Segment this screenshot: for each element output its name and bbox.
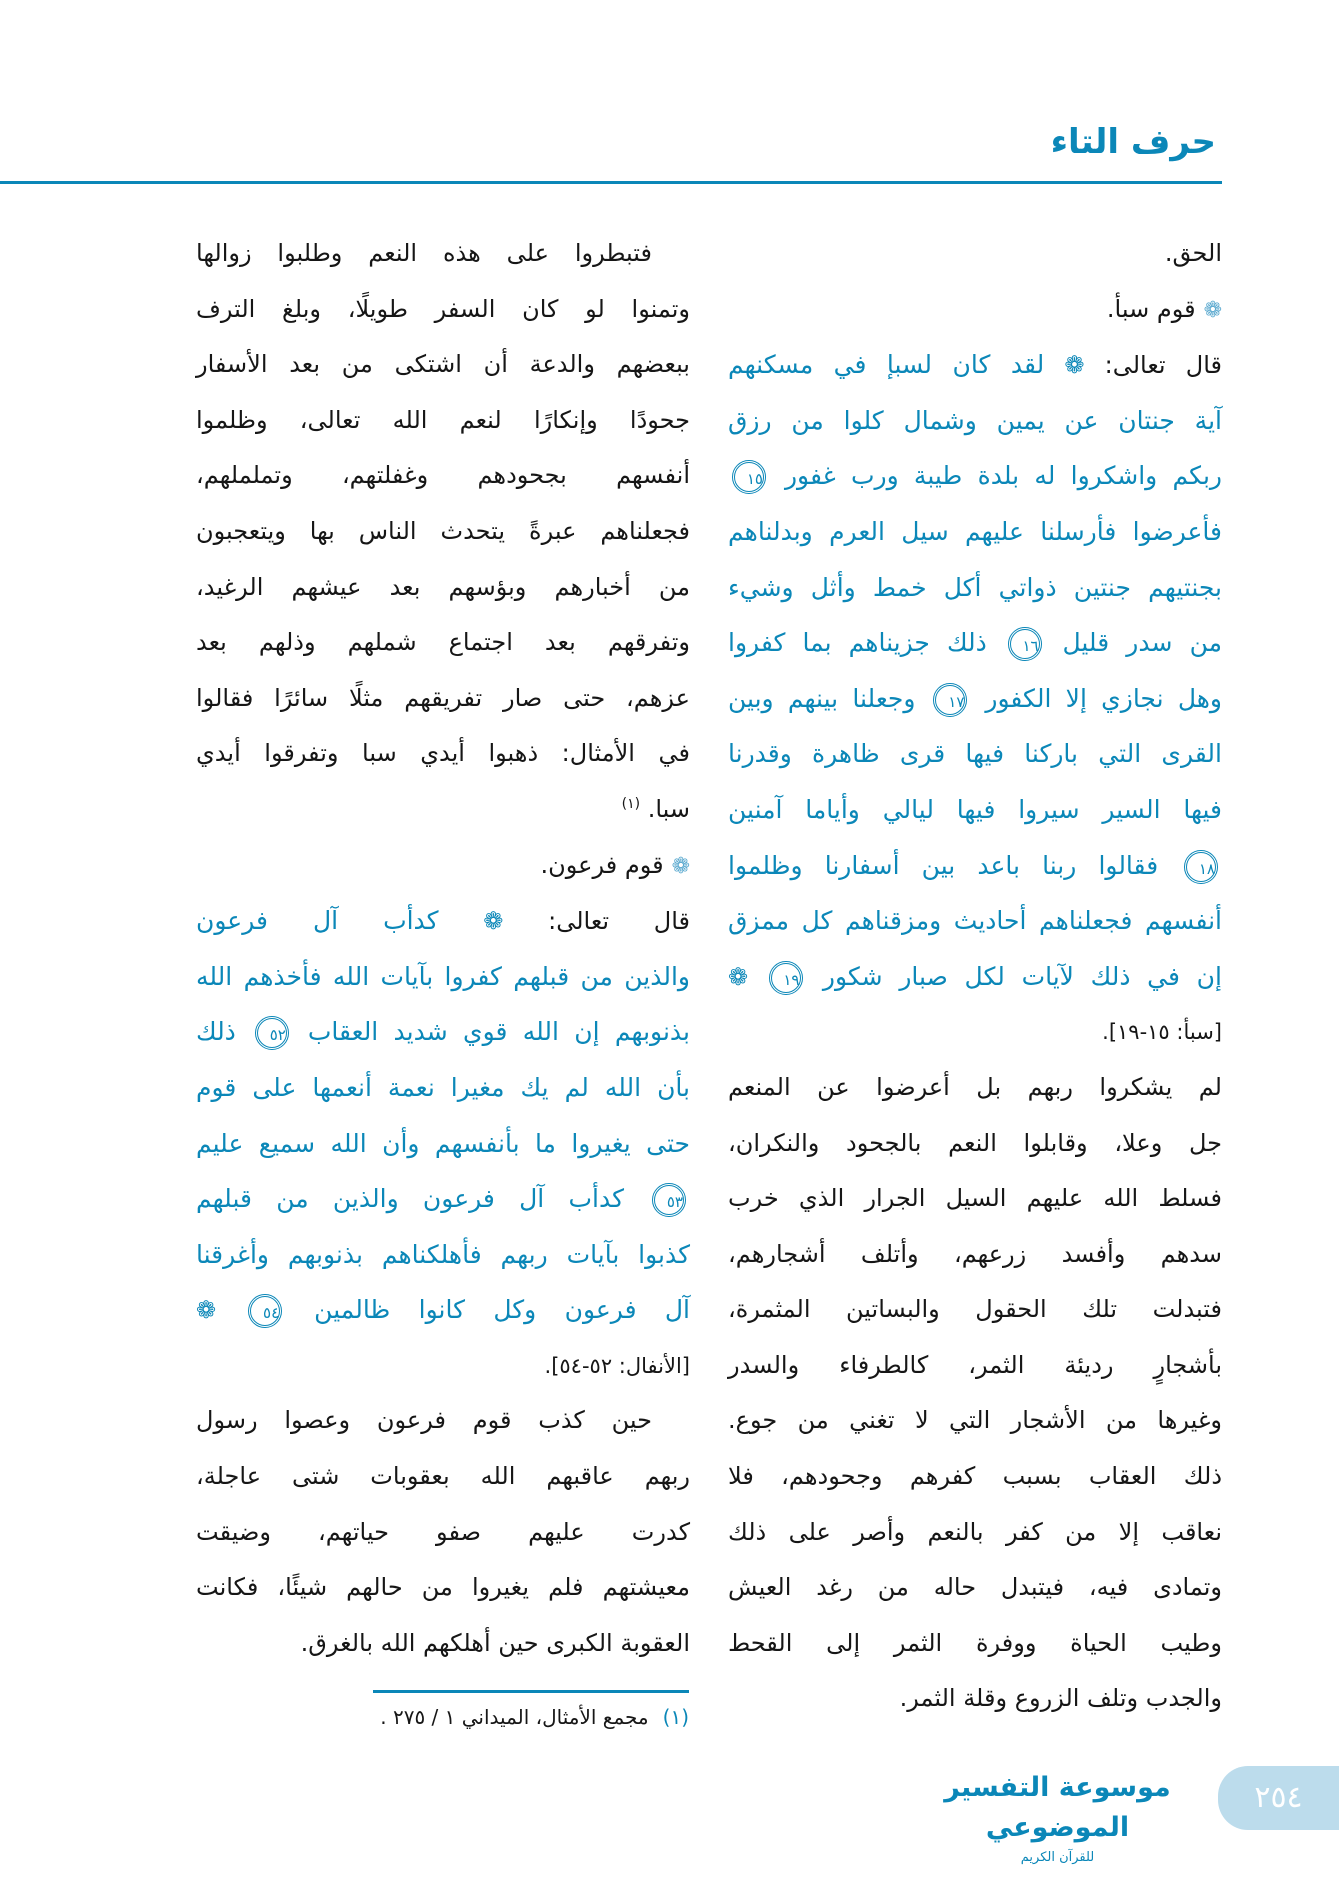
body-text: فسلط الله عليهم السيل الجرار الذي خرب	[728, 1184, 1222, 1213]
quran-verse-text: والذين من قبلهم كفروا بآيات الله فأخذهم الله	[196, 961, 690, 991]
section-heading: قوم فرعون.	[540, 850, 664, 879]
footnote	[380, 1705, 689, 1729]
body-text: ربهم عاقبهم الله بعقوبات شتى عاجلة،	[196, 1462, 690, 1491]
body-text: ببعضهم والدعة أن اشتكى من بعد الأسفار	[196, 350, 690, 379]
text-line	[196, 448, 690, 504]
text-line	[196, 1171, 690, 1227]
ornament-bracket-icon: ❁	[483, 907, 504, 936]
body-text: جحودًا وإنكارًا لنعم الله تعالى، وظلموا	[196, 405, 690, 434]
text-line	[728, 1060, 1222, 1116]
body-text: فتبطروا على هذه النعم وطلبوا زوالها	[196, 239, 652, 267]
quran-verse-text: بذنوبهم إن الله قوي شديد العقاب	[307, 1017, 690, 1047]
quran-verse-text: ذلك	[196, 1017, 236, 1047]
text-line	[196, 893, 690, 949]
verse-number-marker: ١٨	[1184, 850, 1218, 884]
quran-verse-text: أنفسهم فجعلناهم أحاديث ومزقناهم كل ممزق	[728, 906, 1222, 936]
quran-verse-text: كدأب آل فرعون والذين من قبلهم	[196, 1184, 625, 1214]
text-line	[728, 560, 1222, 616]
body-text: قال تعالى:	[503, 907, 690, 936]
body-text: وتمادى فيه، فيتبدل حاله من رغد العيش	[728, 1573, 1222, 1602]
body-text: أنفسهم بجحودهم وغفلتهم، وتململهم،	[196, 461, 690, 490]
text-line	[196, 1116, 690, 1172]
body-text: في الأمثال: ذهبوا أيدي سبا وتفرقوا أيدي	[196, 739, 690, 768]
text-line	[728, 1116, 1222, 1172]
text-line	[196, 226, 690, 282]
body-text: سبا.	[647, 794, 690, 823]
ornament-bracket-icon: ❁	[196, 1296, 217, 1325]
text-line	[196, 1060, 690, 1116]
text-line	[728, 226, 1222, 282]
body-text: سدهم وأفسد زرعهم، وأتلف أشجارهم،	[728, 1239, 1222, 1268]
text-line	[728, 1449, 1222, 1505]
text-line	[196, 1449, 690, 1505]
body-text: عزهم، حتى صار تفريقهم مثلًا سائرًا فقالوا	[196, 683, 690, 712]
text-line	[196, 671, 690, 727]
quran-verse-text: إن في ذلك لآيات لكل صبار شكور	[822, 961, 1222, 991]
text-line	[728, 448, 1222, 504]
text-line	[196, 337, 690, 393]
verse-number-marker: ٥٢	[255, 1016, 289, 1050]
logo-title: موسوعة التفسير الموضوعي	[944, 1772, 1171, 1843]
body-text: وتفرقهم بعد اجتماع شملهم وذلهم بعد	[196, 628, 690, 657]
quran-verse-text: حتى يغيروا ما بأنفسهم وأن الله سميع عليم	[196, 1128, 690, 1158]
text-line	[196, 1560, 690, 1616]
text-line	[728, 949, 1222, 1005]
verse-number-marker: ٥٣	[652, 1183, 686, 1217]
footnote-text: مجمع الأمثال، الميداني ١ / ٢٧٥ .	[380, 1705, 649, 1729]
quran-verse-text: القرى التي باركنا فيها قرى ظاهرة وقدرنا	[728, 739, 1222, 769]
footnote-divider	[373, 1690, 689, 1693]
ornament-bracket-icon: ❁	[728, 962, 749, 991]
text-line	[728, 393, 1222, 449]
text-line	[728, 1282, 1222, 1338]
quran-verse-text: بجنتيهم جنتين ذواتي أكل خمط وأثل وشيء	[728, 572, 1222, 602]
quran-verse-text: فيها السير سيروا فيها ليالي وأياما آمنين	[728, 794, 1222, 824]
verse-number-marker: ٥٤	[248, 1294, 282, 1328]
body-text: ذلك العقاب بسبب كفرهم وجحودهم، فلا	[728, 1462, 1222, 1491]
quran-verse-text: بأن الله لم يك مغيرا نعمة أنعمها على قوم	[196, 1072, 690, 1102]
text-line	[196, 393, 690, 449]
quran-verse-text: وهل نجازي إلا الكفور	[985, 683, 1223, 713]
flower-bullet-icon: ❁	[1203, 297, 1222, 323]
quran-verse-text: فأعرضوا فأرسلنا عليهم سيل العرم وبدلناهم	[728, 516, 1222, 546]
header-divider	[0, 181, 1222, 184]
quran-verse-text: لقد كان لسبإ في مسكنهم	[728, 350, 1045, 380]
text-line	[196, 1505, 690, 1561]
verse-number-marker: ١٧	[933, 683, 967, 717]
body-text: قال تعالى:	[1084, 351, 1222, 380]
text-line	[728, 1227, 1222, 1283]
encyclopedia-logo	[935, 1768, 1180, 1865]
quran-verse-text: آية جنتان عن يمين وشمال كلوا من رزق	[728, 405, 1222, 435]
body-text: والجدب وتلف الزروع وقلة الثمر.	[899, 1684, 1222, 1713]
body-text: معيشتهم فلم يغيروا من حالهم شيئًا، فكانت	[196, 1573, 690, 1602]
body-text: الحق.	[1164, 239, 1222, 267]
text-line	[728, 282, 1222, 338]
body-text: لم يشكروا ربهم بل أعرضوا عن المنعم	[728, 1072, 1222, 1101]
quran-verse-text: وجعلنا بينهم وبين	[728, 683, 916, 713]
left-text-column	[196, 226, 690, 1671]
verse-reference: [سبأ: ١٥-١٩].	[1102, 1020, 1222, 1045]
text-line	[728, 782, 1222, 838]
verse-number-marker: ١٥	[732, 460, 766, 494]
text-line	[196, 504, 690, 560]
text-line	[196, 560, 690, 616]
text-line	[196, 1282, 690, 1338]
verse-reference: [الأنفال: ٥٢-٥٤].	[544, 1353, 690, 1378]
body-text: وغيرها من الأشجار التي لا تغني من جوع.	[728, 1406, 1222, 1435]
body-text: حين كذب قوم فرعون وعصوا رسول	[196, 1406, 652, 1435]
quran-verse-text: فقالوا ربنا باعد بين أسفارنا وظلموا	[728, 850, 1159, 880]
verse-number-marker: ١٦	[1008, 627, 1042, 661]
text-line	[196, 838, 690, 894]
verse-number-marker: ١٩	[769, 961, 803, 995]
text-line	[728, 504, 1222, 560]
text-line	[196, 1616, 690, 1672]
quran-verse-text: ذلك جزيناهم بما كفروا	[728, 628, 987, 658]
text-line	[728, 615, 1222, 671]
right-text-column	[728, 226, 1222, 1727]
text-line	[196, 1004, 690, 1060]
text-line	[728, 1171, 1222, 1227]
body-text: فجعلناهم عبرةً يتحدث الناس بها ويتعجبون	[196, 516, 690, 545]
quran-verse-text: كذبوا بآيات ربهم فأهلكناهم بذنوبهم وأغرقنا	[196, 1239, 690, 1269]
footnote-marker: (١)	[662, 1705, 689, 1729]
body-text: كدرت عليهم صفو حياتهم، وضيقت	[196, 1517, 690, 1546]
text-line	[728, 337, 1222, 393]
text-line	[728, 671, 1222, 727]
text-line	[728, 1393, 1222, 1449]
text-line	[728, 1560, 1222, 1616]
section-heading: قوم سبأ.	[1106, 294, 1196, 323]
text-line	[196, 282, 690, 338]
text-line	[728, 1616, 1222, 1672]
text-line	[196, 1338, 690, 1394]
body-text: وطيب الحياة ووفرة الثمر إلى القحط	[728, 1628, 1222, 1657]
body-text: فتبدلت تلك الحقول والبساتين المثمرة،	[728, 1295, 1222, 1324]
footnote-reference: (١)	[621, 795, 641, 812]
text-line	[728, 1004, 1222, 1060]
body-text: من أخبارهم وبؤسهم بعد عيشهم الرغيد،	[196, 572, 690, 601]
body-text: نعاقب إلا من كفر بالنعم وأصر على ذلك	[728, 1517, 1222, 1546]
quran-verse-text: كدأب آل فرعون	[196, 906, 439, 936]
body-text: وتمنوا لو كان السفر طويلًا، وبلغ الترف	[196, 294, 690, 323]
text-line	[196, 1393, 690, 1449]
page-number: ٢٥٤	[1218, 1766, 1339, 1830]
text-line	[728, 838, 1222, 894]
quran-verse-text: آل فرعون وكل كانوا ظالمين	[314, 1295, 690, 1325]
body-text: جل وعلا، وقابلوا النعم بالجحود والنكران،	[728, 1128, 1222, 1157]
text-line	[196, 1227, 690, 1283]
flower-bullet-icon: ❁	[671, 853, 690, 879]
text-line	[728, 1671, 1222, 1727]
text-line	[728, 893, 1222, 949]
text-line	[728, 1505, 1222, 1561]
body-text: بأشجارٍ رديئة الثمر، كالطرفاء والسدر	[728, 1350, 1222, 1379]
logo-subtitle: للقرآن الكريم	[1020, 1850, 1095, 1865]
text-line	[196, 615, 690, 671]
chapter-title: حرف التاء	[1050, 122, 1216, 162]
quran-verse-text: ربكم واشكروا له بلدة طيبة ورب غفور	[784, 461, 1222, 491]
text-line	[196, 726, 690, 782]
text-line	[728, 1338, 1222, 1394]
body-text: العقوبة الكبرى حين أهلكهم الله بالغرق.	[300, 1628, 690, 1657]
quran-verse-text: من سدر قليل	[1062, 628, 1222, 658]
ornament-bracket-icon: ❁	[1064, 351, 1085, 380]
text-line	[196, 782, 690, 838]
text-line	[728, 726, 1222, 782]
text-line	[196, 949, 690, 1005]
